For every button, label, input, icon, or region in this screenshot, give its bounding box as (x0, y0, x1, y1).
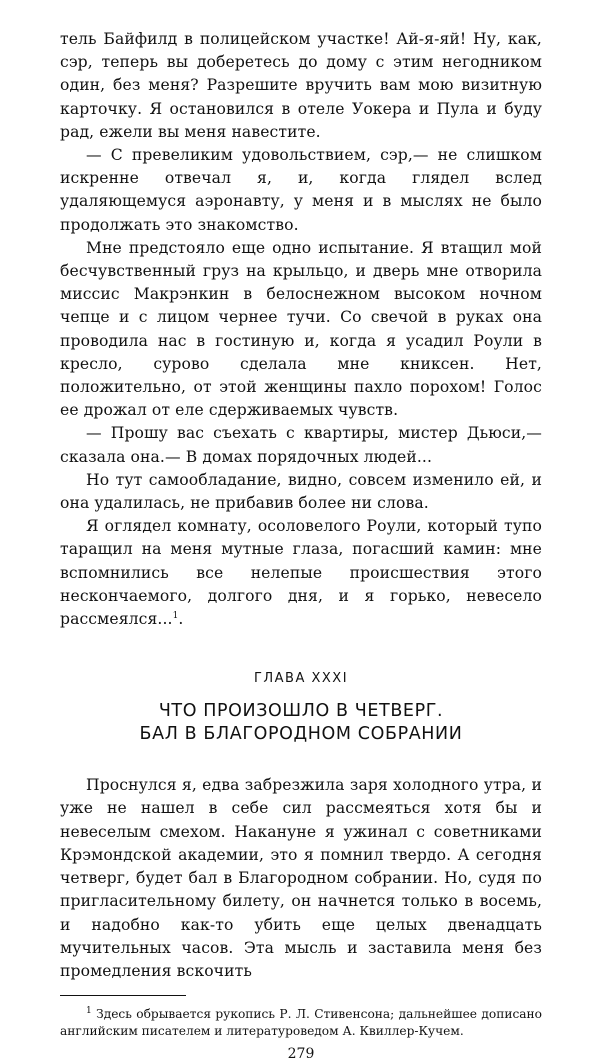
footnote-text: Здесь обрывается рукопись Р. Л. Стивенсона; дальнейшее дописано английским писателем и литературоведом А. Квиллер-Кучем. (60, 1007, 543, 1039)
chapter-label: ГЛАВА XXXI (253, 671, 349, 687)
chapter-title (60, 700, 542, 746)
paragraph: Но тут самообладание, видно, совсем изменило ей, и она удалилась, не прибавив более ни слова. (60, 470, 542, 513)
book-page (60, 28, 542, 1062)
paragraph-text: Я оглядел комнату, осоловелого Роули, который тупо таращил на меня мутные глаза, погасший камин: мне вспомнились все нелепые происшествия этого нескончаемого, долгого дня, и я горько, невесело рассмеялся... (60, 517, 542, 629)
chapter-title-line: БАЛ В БЛАГОРОДНОМ СОБРАНИИ (139, 724, 463, 745)
paragraph: — С превеликим удовольствием, сэр,— не слишком искренне отвечал я, и, когда глядел вслед удаляющемуся аэронавту, у меня и в мыслях не было продолжать это знакомство. (60, 146, 542, 234)
footnote (60, 1006, 542, 1040)
footnote-number: 1 (86, 1006, 92, 1017)
footnote-marker: 1 (172, 610, 179, 621)
paragraph: тель Байфилд в полицейском участке! Ай-я-яй! Ну, как, сэр, теперь вы доберетесь до дому с этим негодником один, без меня? Разрешите вручить вам мою визитную карточку. Я остановился в отеле Уокера и Пула и буду рад, ежели вы меня навестите. (60, 30, 542, 141)
chapter-title-line: ЧТО ПРОИЗОШЛО В ЧЕТВЕРГ. (158, 701, 444, 722)
chapter-opening-paragraph: Проснулся я, едва забрезжила заря холодного утра, и уже не нашел в себе сил рассмеяться хотя бы и невеселым смехом. Накануне я ужинал с советниками Крэмондской академии, это я помнил твердо. А сегодня четверг, будет бал в Благородном собрании. Но, судя по пригласительному билету, он начнется только в восемь, и надобно как-то убить еще целых двенадцать мучительных часов. Эта мысль и заставила меня без промедления вскочить (60, 776, 542, 980)
paragraph: — Прошу вас съехать с квартиры, мистер Дьюси,— сказала она.— В домах порядочных людей... (60, 424, 542, 466)
paragraph: Мне предстояло еще одно испытание. Я втащил мой бесчувственный груз на крыльцо, и дверь мне отворила миссис Макрэнкин в белоснежном высоком ночном чепце и с лицом чернее тучи. Со свечой в руках она проводила нас в гостиную и, когда я усадил Роули в кресло, сурово сделала мне книксен. Нет, положительно, от этой женщины пахло порохом! Голос ее дрожал от еле сдерживаемых чувств. (60, 238, 542, 420)
page-number: 279 (287, 1046, 315, 1062)
paragraph-with-footnote: Я оглядел комнату, осоловелого Роули, который тупо таращил на меня мутные глаза, погасший камин: мне вспомнились все нелепые происшествия этого нескончаемого, долгого дня, и я горько, невесело рассмеялся...$^1$. (60, 517, 542, 629)
footnote-divider (60, 995, 186, 996)
